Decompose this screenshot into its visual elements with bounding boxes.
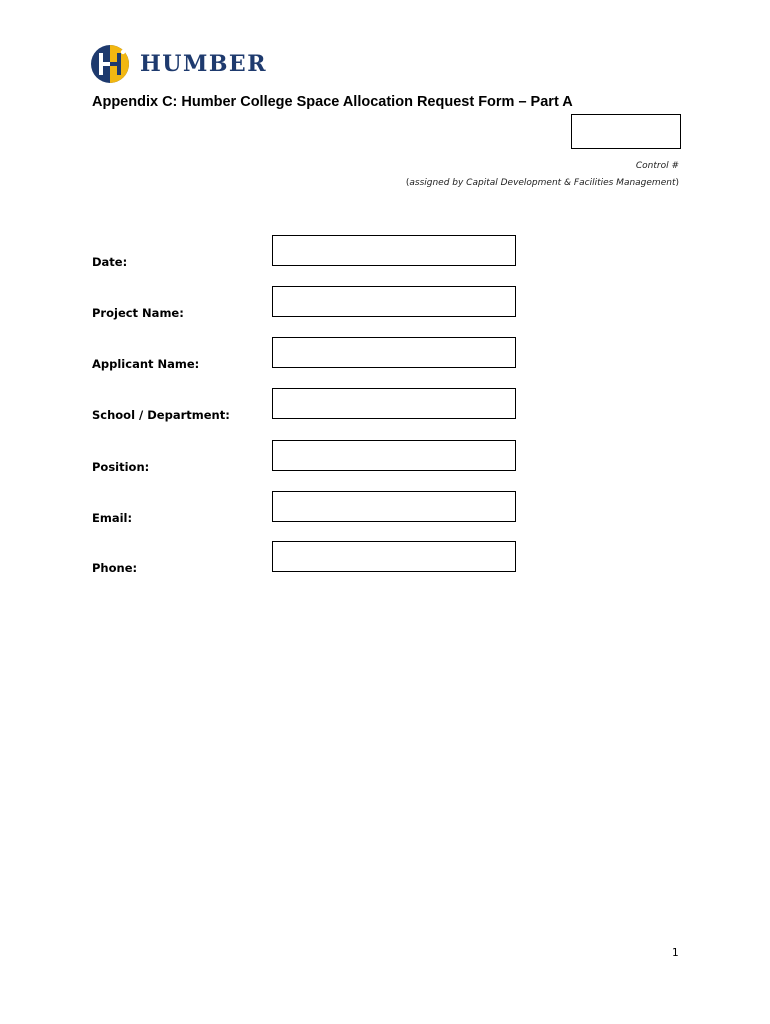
note-close-paren: ) [675, 178, 679, 188]
project-name-label: Project Name: [92, 306, 184, 320]
phone-field[interactable] [272, 541, 516, 572]
page-number: 1 [672, 947, 679, 959]
note-text: assigned by Capital Development & Facilities Management [409, 178, 676, 188]
humber-logo-icon [90, 44, 130, 84]
school-department-field[interactable] [272, 388, 516, 419]
project-name-field[interactable] [272, 286, 516, 317]
applicant-name-field[interactable] [272, 337, 516, 368]
page-title: Appendix C: Humber College Space Allocation Request Form – Part A [92, 94, 573, 110]
position-field[interactable] [272, 440, 516, 471]
position-label: Position: [92, 460, 150, 474]
email-field[interactable] [272, 491, 516, 522]
control-number-label: Control # [635, 161, 679, 171]
phone-label: Phone: [92, 561, 138, 575]
applicant-name-label: Applicant Name: [92, 357, 200, 371]
control-number-field[interactable] [571, 114, 681, 149]
school-department-label: School / Department: [92, 408, 230, 422]
email-label: Email: [92, 511, 133, 525]
date-field[interactable] [272, 235, 516, 266]
logo-text: HUMBER [140, 51, 267, 77]
humber-logo [90, 44, 267, 86]
note-open-paren: ( [405, 178, 410, 188]
control-number-note [406, 177, 679, 189]
date-label: Date: [92, 255, 128, 269]
